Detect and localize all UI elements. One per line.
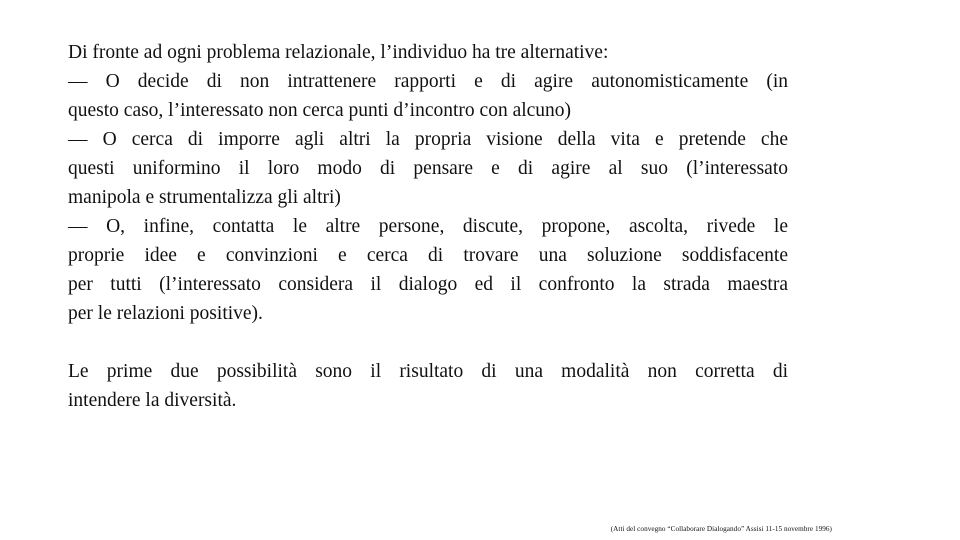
citation: (Atti del convegno “Collaborare Dialogando” Assisi 11-15 novembre 1996) [610,525,832,533]
slide-body [68,38,788,415]
option-2-line-3: manipola e strumentalizza gli altri) [68,187,341,208]
intro-line: Di fronte ad ogni problema relazionale, l’individuo ha tre alternative: [68,42,609,63]
option-3-line-3: per tutti (l’interessato considera il dialogo ed il confronto la strada maestra [68,274,788,295]
option-2-line-2: questi uniformino il loro modo di pensare e di agire al suo (l’interessato [68,158,788,179]
option-1-line-1: — O decide di non intrattenere rapporti e di agire autonomisticamente (in [68,71,788,92]
conclusion-line-2: intendere la diversità. [68,390,237,411]
paragraph-gap [68,328,788,357]
option-3-line-1: — O, infine, contatta le altre persone, discute, propone, ascolta, rivede le [68,216,788,237]
conclusion-line-1: Le prime due possibilità sono il risultato di una modalità non corretta di [68,361,788,382]
option-3-line-4: per le relazioni positive). [68,303,263,324]
option-1-line-2: questo caso, l’interessato non cerca punti d’incontro con alcuno) [68,100,572,121]
option-2-line-1: — O cerca di imporre agli altri la propria visione della vita e pretende che [68,129,788,150]
option-3-line-2: proprie idee e convinzioni e cerca di trovare una soluzione soddisfacente [68,245,788,266]
